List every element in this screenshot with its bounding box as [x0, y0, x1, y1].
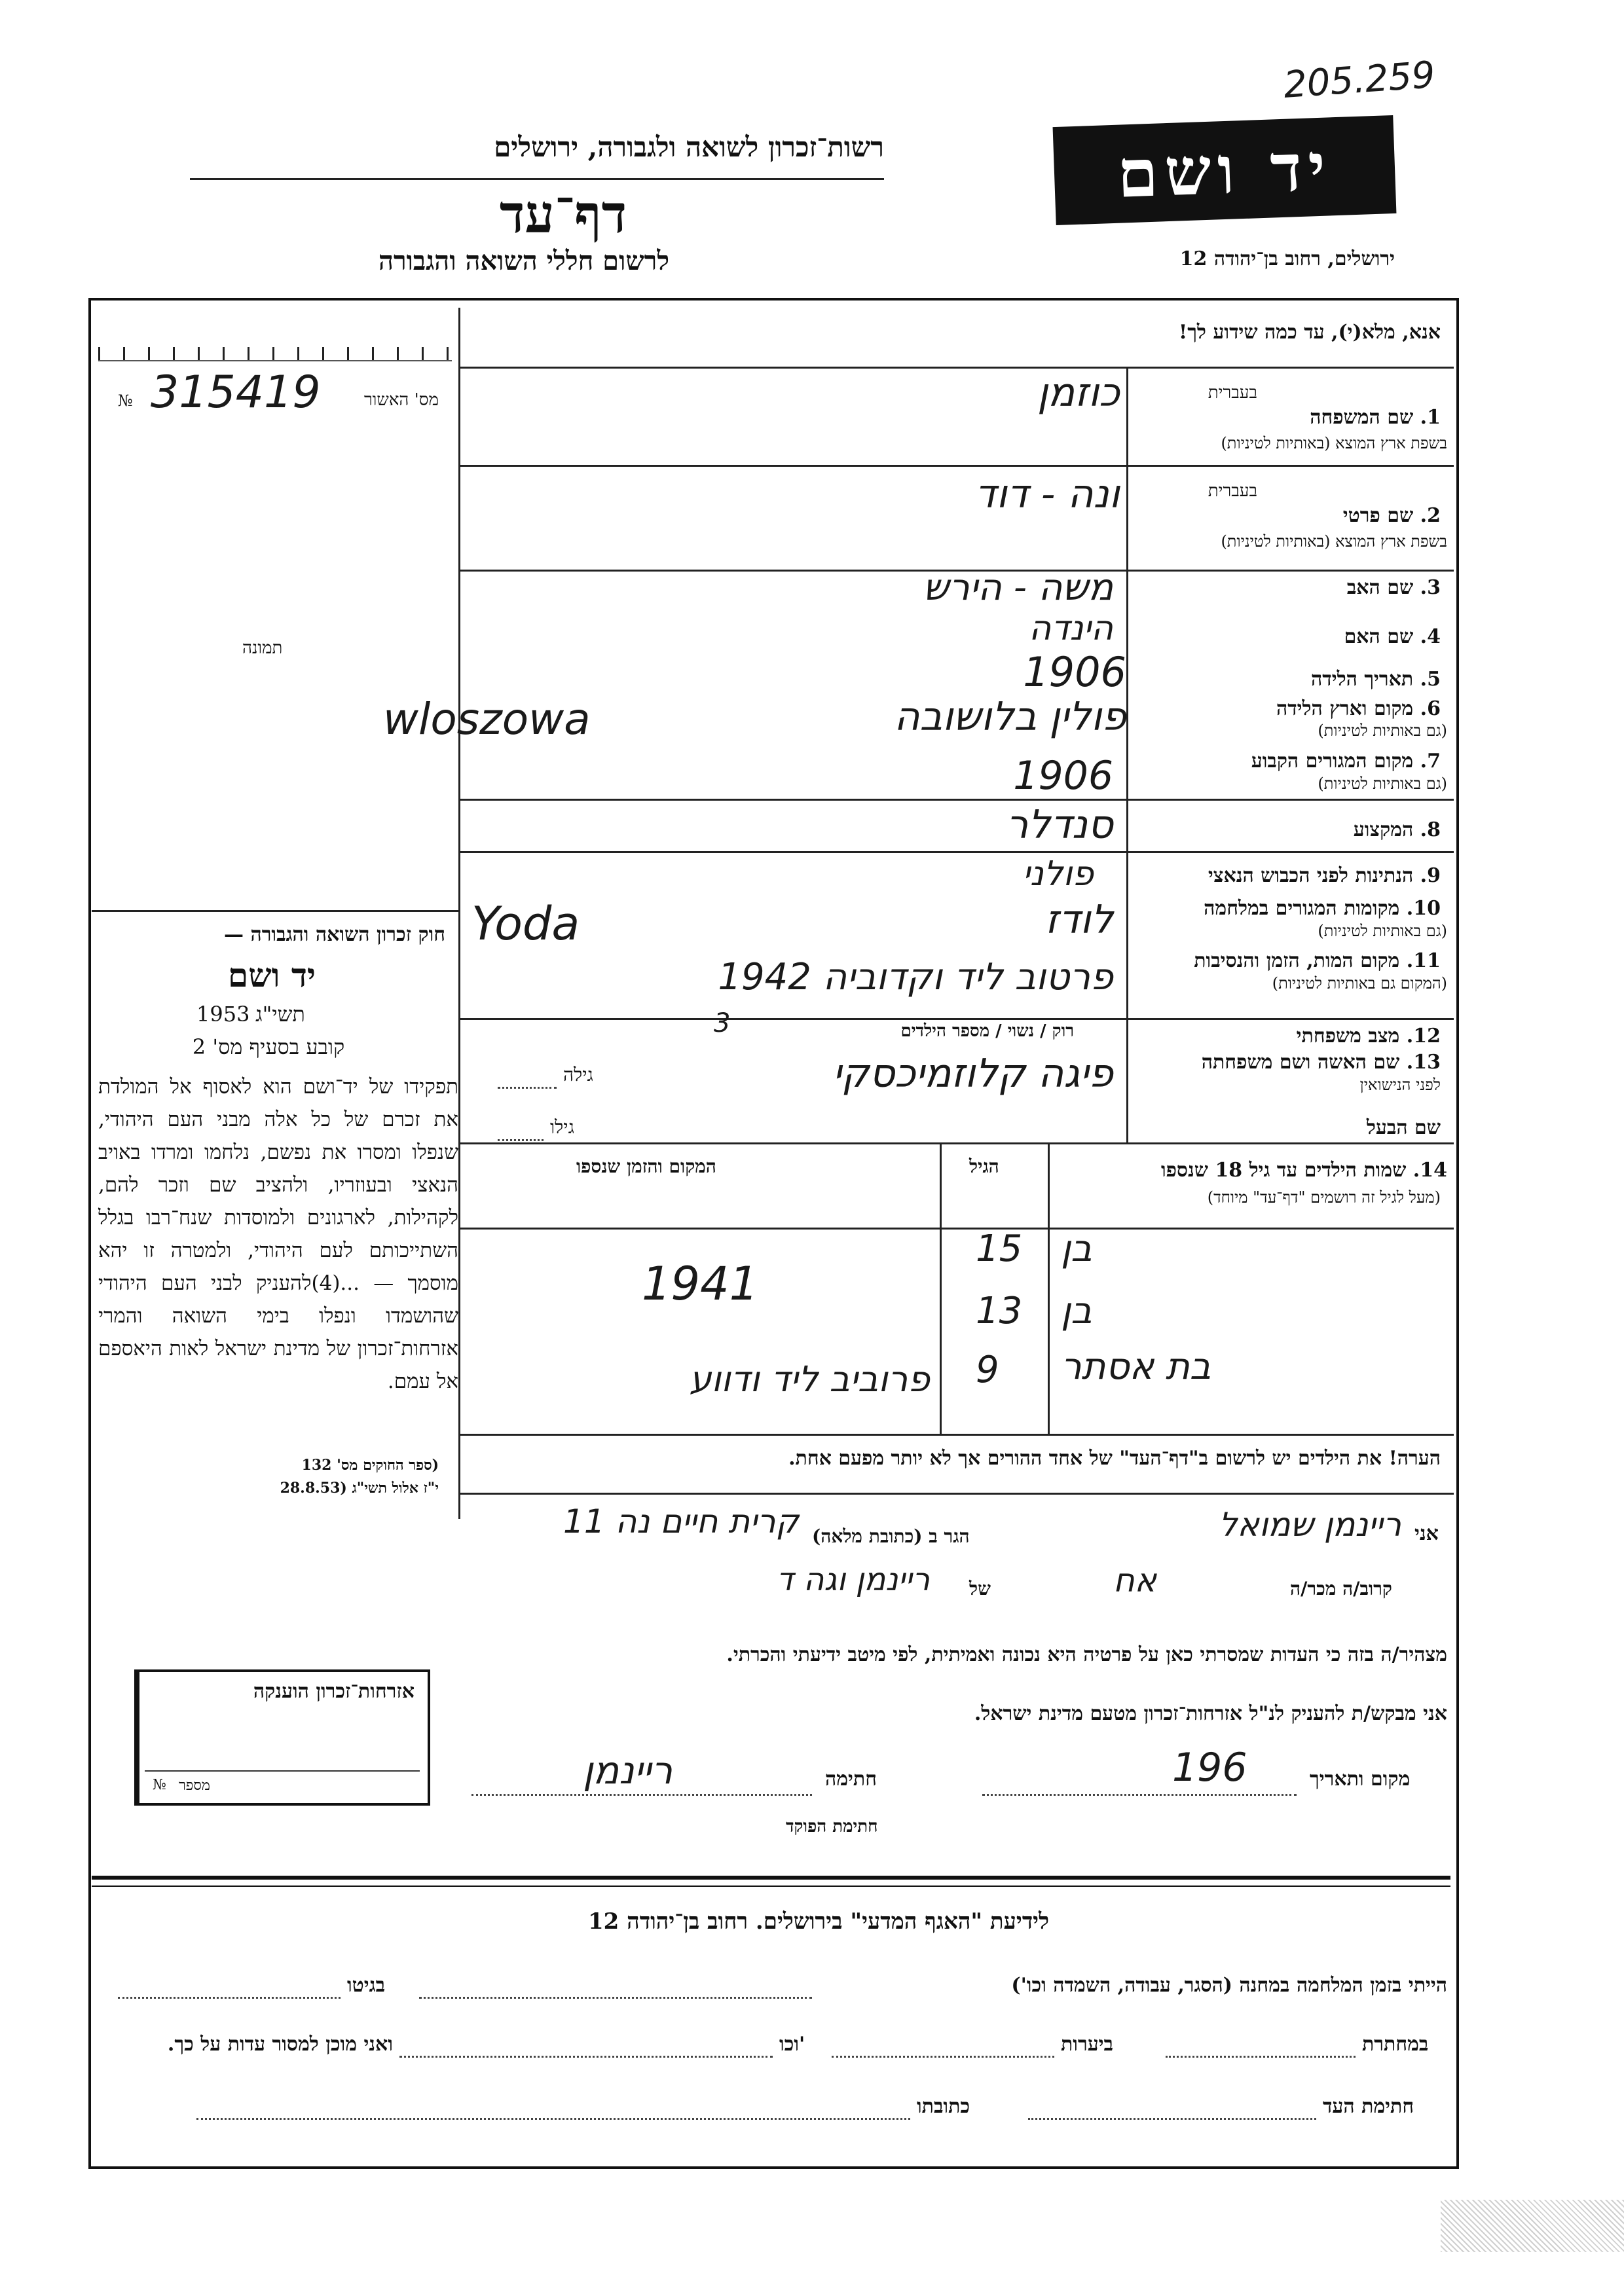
declaration-resides-label: הגר ב (כתובת מלאה) — [812, 1525, 970, 1547]
child-1-age[interactable]: 15 — [976, 1228, 1023, 1270]
children-heading-text: שמות הילדים עד גיל 18 שנספו — [1160, 1159, 1407, 1182]
citizenship-title: אזרחות־זכרון הוענקה — [253, 1680, 415, 1703]
field-11-num: 11. — [1406, 949, 1441, 972]
page-subtitle: לרשום חללי השואה והגבורה — [378, 246, 670, 276]
field-3-label — [1133, 576, 1441, 599]
signature-label: חתימה — [825, 1768, 877, 1791]
declaration-resides[interactable]: קרית חיים נה 11 — [563, 1503, 799, 1540]
field-11-label — [1133, 949, 1441, 972]
field-3-text: שם האב — [1346, 576, 1414, 599]
declaration-statement: מצהיר/ה בזה כי העדות שמסרתי כאן על פרטיה היא נכונה ואמיתית, לפי מיטב ידיעתי והכרתי. — [726, 1643, 1447, 1666]
field-13-value[interactable]: פיגה קלוזמיכסקי — [832, 1051, 1113, 1097]
field-1-note: בשפת ארץ המוצא (באותיות לטיניות) — [1221, 434, 1447, 452]
citizenship-box — [134, 1669, 430, 1806]
field-13-text: שם האשה ושם משפחתה — [1201, 1051, 1400, 1074]
field-1-hebrew-tag: בעברית — [1208, 383, 1257, 403]
law-year: 1953 — [196, 1002, 250, 1027]
declaration-of-value[interactable]: ריינמן וגה ד — [776, 1561, 930, 1598]
intro-line: אנא, מלא(י), עד כמה שידוע לך! — [1179, 321, 1441, 344]
field-6-latin[interactable]: wloszowa — [383, 694, 591, 744]
field-3-value[interactable]: משה - הירש — [923, 566, 1113, 609]
law-year-heb: תשי"ג — [255, 1002, 305, 1027]
citizenship-no: № — [153, 1777, 166, 1793]
info-line2-c: וכו' — [779, 2033, 805, 2056]
logo-text: יד ושם — [1116, 128, 1333, 213]
field-10-note: (גם באותיות לטיניות) — [1318, 922, 1447, 940]
field-6-text: מקום וארץ הלידה — [1276, 697, 1414, 720]
field-1-label — [1133, 406, 1441, 429]
field-6-note: (גם באותיות לטיניות) — [1318, 721, 1447, 740]
children-place-header: המקום והזמן שנספו — [576, 1156, 716, 1177]
field-6-label — [1133, 697, 1441, 720]
scan-noise — [1441, 2200, 1624, 2252]
field-7-note: (גם באותיות לטיניות) — [1318, 774, 1447, 793]
field-1-num: 1. — [1420, 406, 1441, 429]
header-address: ירושלים, רחוב בן־יהודה 12 — [1179, 247, 1395, 270]
husband-age-label: גילו — [550, 1116, 574, 1138]
child-1-name[interactable]: בן — [1061, 1228, 1092, 1270]
field-5-text: תאריך הלידה — [1311, 668, 1414, 691]
approval-label: מס' האשור — [363, 390, 439, 410]
field-2-value[interactable]: ונה - דוד — [974, 471, 1120, 517]
law-ref-2: י"ז אלול תשי"ג (28.8.53 — [280, 1480, 439, 1497]
signature-value[interactable]: ריינמן — [583, 1748, 673, 1793]
officer-signature-label: חתימת הפוקד — [786, 1817, 878, 1836]
children-heading — [1054, 1159, 1447, 1182]
field-10-latin[interactable]: Yoda — [471, 897, 580, 951]
citizenship-number-label: מספר — [179, 1777, 210, 1794]
info-line3-a: חתימת העד — [1323, 2095, 1414, 2118]
child-3-age[interactable]: 9 — [976, 1349, 999, 1391]
child-3-name[interactable]: בת אסתר — [1061, 1345, 1211, 1388]
field-1-value[interactable]: כוזמן — [1037, 370, 1120, 416]
husband-label: שם הבעל — [1366, 1116, 1441, 1139]
children-note: (מעל לגיל זה רושמים "דף־עד" מיוחד) — [1207, 1188, 1441, 1207]
approval-no: № — [118, 392, 133, 410]
archive-number: 205.259 — [1282, 54, 1437, 107]
field-13-note: לפני הנישואין — [1359, 1076, 1441, 1094]
field-9-value[interactable]: פולני — [1022, 854, 1094, 894]
declaration-ani: אני — [1414, 1522, 1439, 1545]
field-12-note: רוק / נשוי / מספר הילדים — [900, 1021, 1074, 1041]
info-title: לידיעת "האגף המדעי" בירושלים. רחוב בן־יהודה 12 — [588, 1908, 1049, 1935]
field-2-num: 2. — [1420, 504, 1441, 527]
approval-number: 315419 — [151, 367, 321, 418]
field-2-text: שם פרטי — [1342, 504, 1414, 527]
field-9-text: הנתינות לפני הכבוש הנאצי — [1208, 864, 1414, 887]
field-13-age-label: גילה — [563, 1064, 593, 1085]
field-11-value[interactable]: פרטוב ליד וקדוביה 1942 — [718, 956, 1113, 998]
field-10-value[interactable]: לודז — [1045, 897, 1113, 943]
field-1-text: שם המשפחה — [1310, 406, 1414, 429]
authority-name: רשות־זכרון לשואה ולגבורה, ירושלים — [494, 131, 884, 163]
field-10-text: מקומות המגורים במלחמה — [1204, 897, 1400, 920]
field-12-label — [1133, 1025, 1441, 1048]
field-7-num: 7. — [1420, 750, 1441, 773]
field-6-value[interactable]: פולין בלושובה — [894, 694, 1126, 740]
field-8-num: 8. — [1420, 818, 1441, 841]
field-3-num: 3. — [1420, 576, 1441, 599]
field-2-label — [1133, 504, 1441, 527]
law-text: תפקידו של יד־ושם הוא לאסוף אל המולדת את זכרם של כל אלה מבני העם היהודי, שנפלו ומסרו את נפשם, נלחמו ומרדו באויב הנאצי ובעוזריו, ולהציב שם וזכר להם, לקהילות, לארגונים ולמוסדות שנח־רבו בגלל השתייכותם לעם היהודי, ולמטרה זו יהא מוסמך — ...(4)להעניק לבני העם היהודי שהושמדו ונפלו בימי השואה והמרי אזרחות־זכרון של מדינת ישראל לאות היאספם אל עמם. — [98, 1075, 458, 1393]
child-3-place[interactable]: פרוביב ליד ודווע — [689, 1358, 930, 1400]
field-13-num: 13. — [1406, 1051, 1441, 1074]
field-4-label — [1133, 625, 1441, 648]
child-2-name[interactable]: בן — [1061, 1290, 1092, 1332]
declaration-relative[interactable]: אח — [1113, 1561, 1157, 1599]
field-10-num: 10. — [1406, 897, 1441, 920]
place-date-label: מקום ותאריך — [1310, 1768, 1411, 1791]
info-line1-a: הייתי בזמן המלחמה במחנה (הסגר, עבודה, השמדה וכו') — [1011, 1974, 1447, 1997]
field-9-num: 9. — [1420, 864, 1441, 887]
child-2-age[interactable]: 13 — [976, 1290, 1023, 1332]
field-13-label — [1133, 1051, 1441, 1074]
law-clause: קובע בסעיף מס' 2 — [192, 1034, 345, 1059]
field-12-num: 12. — [1406, 1025, 1441, 1048]
declaration-request: אני מבקש/ת להעניק לנ"ל אזרחות־זכרון מטעם מדינת ישראל. — [974, 1702, 1447, 1725]
field-12-text: מצב משפחתי — [1296, 1025, 1400, 1048]
children-num: 14. — [1412, 1159, 1447, 1182]
field-8-label — [1133, 818, 1441, 841]
declaration-name[interactable]: ריינמן שמואל — [1219, 1506, 1401, 1544]
children-age-header: הגיל — [969, 1156, 999, 1177]
yad-vashem-logo — [1053, 115, 1397, 225]
field-2-note: בשפת ארץ המוצא (באותיות לטיניות) — [1221, 532, 1447, 551]
law-title: חוק זכרון השואה והגבורה — — [224, 923, 445, 946]
photo-label: תמונה — [242, 638, 283, 658]
law-logo: יד ושם — [228, 956, 316, 994]
field-4-value[interactable]: הינדה — [1029, 609, 1113, 648]
field-4-text: שם האם — [1344, 625, 1414, 648]
field-5-label — [1133, 668, 1441, 691]
info-line1-b: בגיטו — [347, 1974, 386, 1997]
field-5-num: 5. — [1420, 668, 1441, 691]
declaration-relative-label: קרוב/ה מכר/ה — [1290, 1578, 1392, 1599]
approval-ticks — [98, 347, 452, 361]
place-date-value[interactable]: 196 — [1172, 1745, 1247, 1791]
field-7-text: מקום המגורים הקבוע — [1251, 750, 1414, 773]
declaration-of-label: של — [969, 1578, 991, 1599]
field-10-label — [1133, 897, 1441, 920]
child-2-place[interactable]: 1941 — [642, 1257, 759, 1311]
field-11-text: מקום המות, הזמן והנסיבות — [1194, 949, 1400, 972]
page-title: דף־עד — [499, 183, 627, 245]
field-9-label — [1133, 864, 1441, 887]
field-11-note: (המקום גם באותיות לטיניות) — [1272, 974, 1447, 993]
info-line3-b: כתובתו — [917, 2095, 970, 2118]
field-7-label — [1133, 750, 1441, 773]
field-7-value[interactable]: 1906 — [1013, 753, 1113, 799]
field-8-text: המקצוע — [1353, 818, 1414, 841]
remark-line: הערה! את הילדים יש לרשום ב"דף־העד" של אחד ההורים אך לא יותר מפעם אחת. — [788, 1447, 1441, 1470]
law-ref-1: (ספר החוקים מס' 132 — [301, 1457, 439, 1474]
field-12-value[interactable]: 3 — [714, 1008, 731, 1038]
info-line2-a: במחתרת — [1362, 2033, 1429, 2056]
field-4-num: 4. — [1420, 625, 1441, 648]
field-2-hebrew-tag: בעברית — [1208, 481, 1257, 501]
info-line2-b: ביערות — [1061, 2033, 1114, 2056]
field-6-num: 6. — [1420, 697, 1441, 720]
info-line2-d: ואני מוכן למסור עדות על כך. — [167, 2033, 393, 2056]
field-8-value[interactable]: סנדלר — [1006, 802, 1113, 848]
field-5-value[interactable]: 1906 — [1023, 648, 1126, 696]
